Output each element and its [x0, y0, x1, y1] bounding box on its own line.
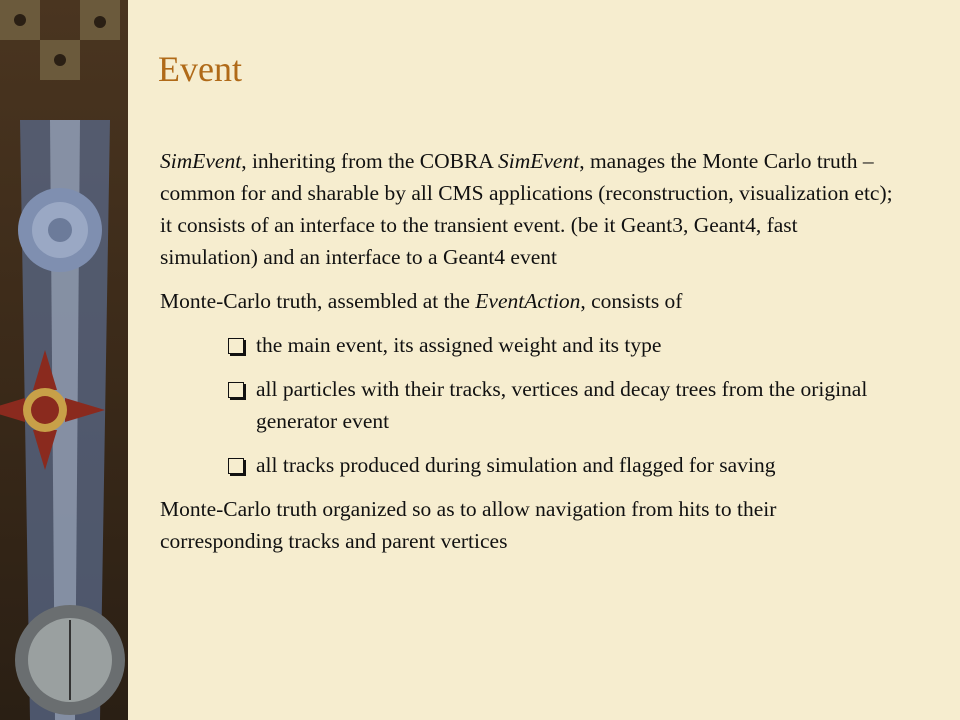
italic-term: EventAction [475, 289, 581, 313]
slide-content [160, 145, 900, 569]
text-run: , inheriting from the COBRA [241, 149, 498, 173]
bullet-text: the main event, its assigned weight and its type [256, 333, 662, 357]
paragraph-montecarlo-truth [160, 285, 900, 317]
checkbox-bullet-icon [228, 458, 244, 474]
text-run: , consists of [580, 289, 683, 313]
slide-title: Event [158, 49, 242, 89]
paragraph-simevent [160, 145, 900, 273]
italic-term: SimEvent [160, 149, 242, 173]
paragraph-navigation: Monte-Carlo truth organized so as to allow navigation from hits to their corresponding tracks and parent vertices [160, 497, 777, 553]
medal-illustration [0, 0, 128, 720]
decorative-image-strip [0, 0, 128, 720]
checkbox-bullet-icon [228, 382, 244, 398]
bullet-list [160, 329, 900, 481]
bullet-text: all tracks produced during simulation and flagged for saving [256, 453, 776, 477]
text-run: , manages the Monte Carlo truth – common for and sharable by all CMS applications (reconstruction, visualization etc); it consists of an interface to the transient event. (be it Geant3, Geant4, fast simulation) and an interface to a Geant4 event [160, 149, 893, 269]
list-item [160, 329, 900, 361]
checkbox-bullet-icon [228, 338, 244, 354]
list-item [160, 373, 900, 437]
text-run: Monte-Carlo truth, assembled at the [160, 289, 476, 313]
list-item [160, 449, 900, 481]
italic-term: SimEvent [498, 149, 580, 173]
bullet-text: all particles with their tracks, vertices and decay trees from the original generator event [256, 377, 868, 433]
